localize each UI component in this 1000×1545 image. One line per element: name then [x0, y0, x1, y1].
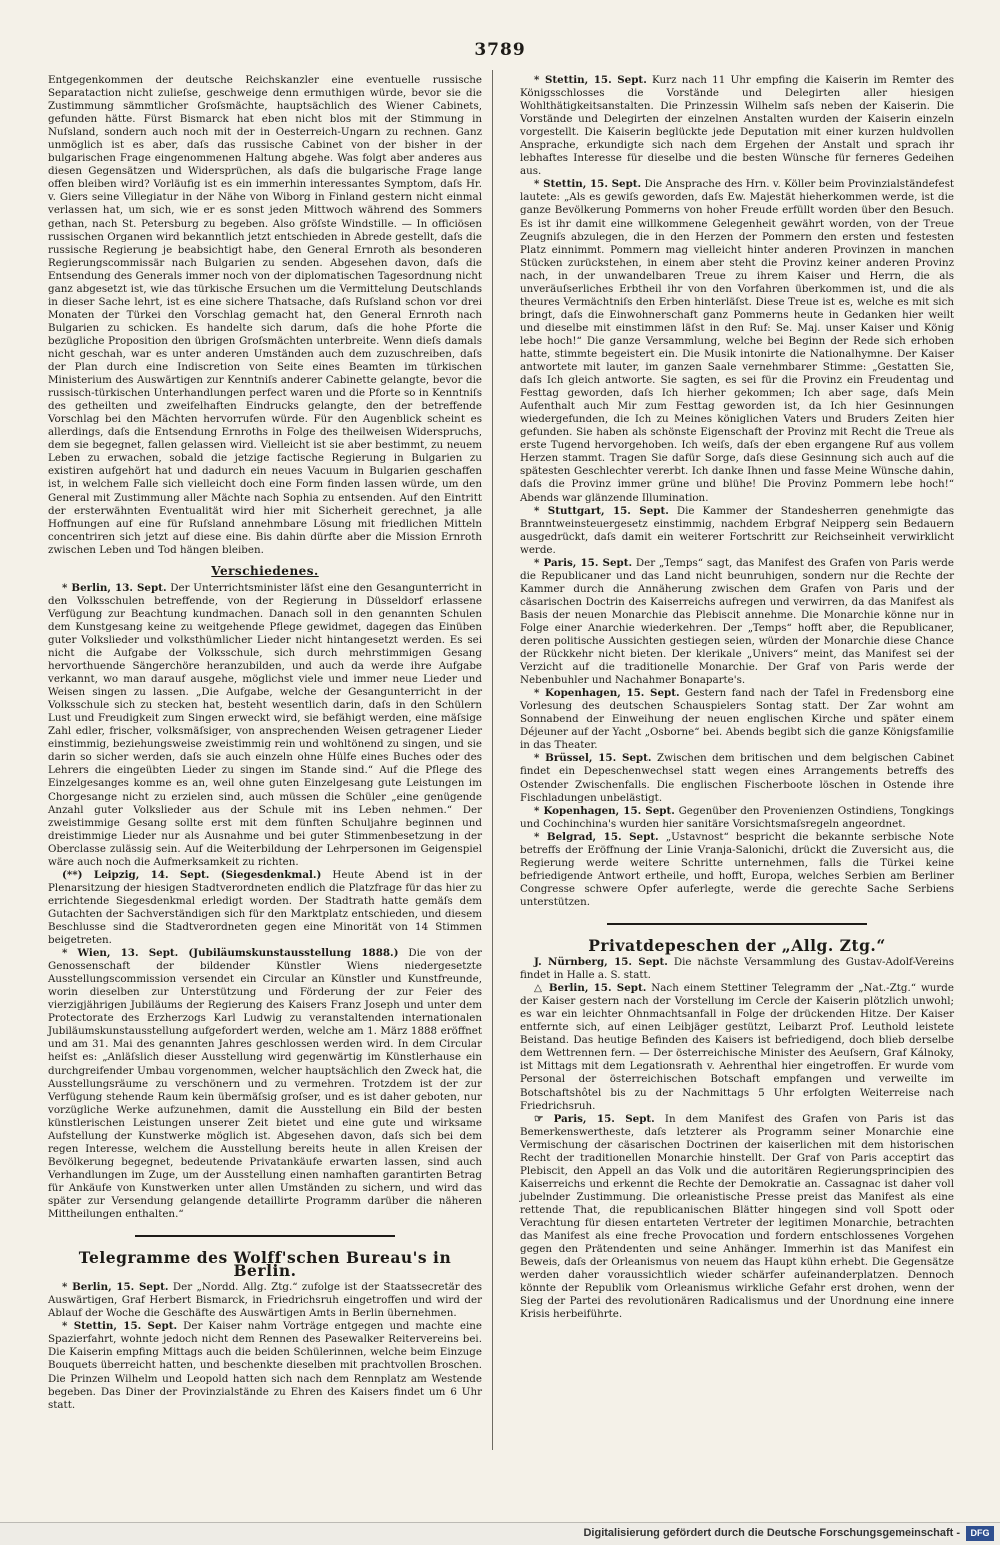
news-text: Der Kaiser nahm Vorträge entgegen und machte eine Spazierfahrt, wohnte jedoch nicht dem Rennen des Pasewalker Reitervereins bei. Die Kaiserin empfing Mittags auch die beiden Schülerinnen, welche beim Einzuge Bouquets überreicht hatten, und beschenkte dieselben mit prachtvollen Broschen. Die Prinzen Wilhelm und Leopold hatten sich nach dem Rennplatz am Westende begeben. Das Diner der Provinzialstände zu Ehren des Kaisers findet um 6 Uhr statt.	[48, 1320, 482, 1411]
news-text: Die von der Genossenschaft der bildender Künstler Wiens niedergesetzte Ausstellungscommission versendet ein Circular an Künstler und Kunstfreunde, worin dieselben zur Unterstützung und Förderung der zur Feier des vierzigjährigen Jubiläums der Regierung des Kaisers Franz Joseph und unter dem Protectorate des Erzherzogs Karl Ludwig zu veranstaltenden internationalen Jubiläumskunstausstellung aufgefordert werden, welche am 1. März 1888 eröffnet und am 31. Mai des genannten Jahres geschlossen werden wird. In dem Circular heiſst es: „Anläſslich dieser Ausstellung wird gegenwärtig im Künstlerhause ein durchgreifender Umbau vorgenommen, welcher hauptsächlich den Zweck hat, die Ausstellungsräume zu verschönern und zu vermehren. Trotzdem ist der zur Verfügung stehende Raum kein übermäſsig groſser, und es ist daher geboten, nur vorzügliche Werke aufzunehmen, damit die Ausstellung ein Bild der besten künstlerischen Leistungen unserer Zeit bietet und eine gute und wirksame Aufstellung der Kunstwerke möglich ist. Abgesehen davon, daſs sich bei dem regen Interesse, welchem die Ausstellung bereits heute in allen Kreisen der Bevölkerung begegnet, bedeutende Privatankäufe erwarten lassen, sind auch Verhandlungen im Zuge, um der Ausstellung einen namhaften garantirten Betrag für Ankäufe von Kunstwerken unter allen Umständen zu sichern, und wird das später zur Versendung gelangende detaillirte Programm darüber die näheren Mittheilungen enthalten.“	[48, 947, 482, 1221]
left-column	[48, 74, 482, 1412]
news-item-stettin-a	[48, 1320, 482, 1411]
section-heading-telegramme: Telegramme des Wolff'schen Bureau's in Berlin.	[78, 1248, 452, 1281]
news-text: Gestern fand nach der Tafel in Fredensborg eine Vorlesung des deutschen Schauspielers Sontag statt. Der Zar wohnt am Sonnabend der Einweihung der neuen englischen Kirche und später einem Déjeuner auf der Yacht „Osborne“ bei. Abends begibt sich die ganze Königsfamilie in das Theater.	[520, 687, 954, 752]
column-rule	[492, 70, 493, 1450]
news-text: Gegenüber den Provenienzen Ostindiens, Tongkings und Cochinchina's wurden hier sanitäre Vorsichtsmaſsregeln angeordnet.	[520, 804, 955, 830]
news-item-leipzig	[48, 869, 482, 947]
footer-bar	[0, 1522, 1000, 1545]
dateline: * Belgrad, 15. Sept.	[534, 830, 659, 843]
dateline: * Stettin, 15. Sept.	[534, 74, 647, 86]
news-text: Nach einem Stettiner Telegramm der „Nat.-Ztg.“ wurde der Kaiser gestern nach der Vorstellung im Cercle der Kaiserin plötzlich unwohl; es war ein leichter Ohnmachtsanfall in Folge der drückenden Hitze. Der Kaiser entfernte sich, auf einen Leibjäger gestützt, Leibarzt Prof. Leuthold leistete Beistand. Das heutige Befinden des Kaisers ist befriedigend, doch blieb derselbe dem Wettrennen fern. — Der österreichische Minister des Aeuſsern, Graf Kálnoky, ist Mittags mit dem Legationsrath v. Aehrenthal hier eingetroffen. Er wurde vom Personal der österreichischen Botschaft empfangen und verweilte im Botschaftshôtel bis zu der Nachmittags 5 Uhr erfolgten Weiterreise nach Friedrichsruh.	[520, 982, 954, 1112]
dateline: * Stettin, 15. Sept.	[534, 178, 642, 191]
news-text: „Ustavnost“ bespricht die bekannte serbische Note betreffs der Eröffnung der Linie Vranja-Salonichi, drückt die Zuversicht aus, die Regierung werde weitere Schritte unternehmen, falls die Türkei keine befriedigende Antwort ertheile, und hofft, Europa, welches Serbien am Berliner Congresse schwere Opfer auferlegte, werde die gerechte Sache Serbiens unterstützen.	[520, 830, 954, 908]
news-text: Die Kammer der Standesherren genehmigte das Branntweinsteuergesetz einstimmig, nachdem Erbgraf Neipperg sein Bedauern ausgedrückt, daſs damit ein weiterer Fortschritt zur Reichseinheit verwirklicht werde.	[520, 504, 954, 556]
article-paragraph: Entgegenkommen der deutsche Reichskanzler eine eventuelle russische Separataction nicht zulieſse, geschweige denn ermuthigen würde, bevor sie die Zustimmung sämmtlicher Groſsmächte, hauptsächlich des Wiener Cabinets, gefunden hätte. Fürst Bismarck hat eben nicht blos mit der Stimmung in Nuſsland, sondern auch noch mit der in Oesterreich-Ungarn zu rechnen. Ganz unmöglich ist es aber, daſs das russische Cabinet von der bisher in der bulgarischen Frage eingenommenen Haltung abgehe. Was folgt aber anderes aus diesen Gegensätzen und Widersprüchen, als daſs die bulgarische Frage lange offen bleiben wird? Vorläufig ist es ein immerhin interessantes Symptom, daſs Hr. v. Giers seine Villegiatur in der Nähe von Wiborg in Finland gestern nicht einmal verlassen hat, um sich, wie er es sonst jeden Mittwoch während des Sommers gethan, nach St. Petersburg zu begeben. Also gröſste Windstille. — In officiösen russischen Organen wird bekanntlich jetzt entschieden in Abrede gestellt, daſs die russische Regierung je beabsichtigt habe, den General Ernroth als besonderen Regierungscommissär nach Bulgarien zu senden. Abgesehen davon, daſs die Entsendung des Generals immer noch von der diplomatischen Tagesordnung nicht ganz abgesetzt ist, wie das türkische Ersuchen um die Vermittelung Deutschlands in dieser Sache lehrt, ist es eine sichere Thatsache, daſs Ruſsland schon vor drei Monaten der Türkei den Vorschlag gemacht hat, den General Ernroth nach Bulgarien zu schicken. Es handelte sich darum, daſs die hohe Pforte die bezügliche Proposition den übrigen Groſsmächten unterbreite. Wenn dieſs damals nicht geschah, war es unter anderen Umständen auch dem zuzuschreiben, daſs der Plan durch eine Indiscretion von Seite eines Beamten im türkischen Ministerium des Auswärtigen zur Kenntniſs anderer Cabinette gelangte, bevor die russisch-türkischen Unterhandlungen perfect waren und die Pforte so in Kenntniſs des getheilten und zweifelhaften Eindrucks gelangte, den der betreffende Vorschlag bei den Mächten hervorrufen würde. Für den Augenblick scheint es allerdings, daſs die Entsendung Ernroths in Folge des theilweisen Widerspruchs, dem sie begegnet, fallen gelassen wird. Vielleicht ist sie aber bestimmt, zu neuem Leben zu erwachen, sobald die jetzige factische Regierung in Bulgarien zu existiren aufgehört hat und dadurch ein neues Vacuum in Bulgarien geschaffen ist, in welchem Falle sich vielleicht doch eine Form finden lassen würde, um den General mit Zustimmung aller Mächte nach Sophia zu entsenden. Auf den Eintritt der ersterwähnten Eventualität wird hier mit Sicherheit gerechnet, ja alle Hoffnungen auf eine für Ruſsland annehmbare Lösung mit friedlichen Mitteln concentriren sich jetzt auf diese eine. Bis dahin dürfte aber die Mission Ernroth zwischen Leben und Tod hängen bleiben.	[48, 74, 482, 556]
news-item-bruessel	[520, 752, 954, 804]
news-item-belgrad	[520, 831, 954, 909]
dateline: * Berlin, 15. Sept.	[62, 1281, 169, 1294]
section-heading-verschiedenes: Verschiedenes.	[211, 563, 319, 578]
news-item-stettin-b	[520, 74, 954, 178]
news-item-kopenhagen-a	[520, 687, 954, 752]
dateline: * Berlin, 13. Sept.	[62, 581, 167, 594]
news-text: In dem Manifest des Grafen von Paris ist das Bemerkenswertheste, daſs letzterer als Programm seiner Monarchie eine Vermischung der cäsarischen Doctrinen der kaiserlichen mit dem historischen Recht der traditionellen Monarchie hinstellt. Der Graf von Paris acceptirt das Plebiscit, den Appell an das Volk und die autoritären Regierungsprincipien des Kaiserreichs und erkennt die Rechte der Demokratie an. Cassagnac ist daher voll jubelnder Zustimmung. Die orleanistische Presse preist das Manifest als eine rettende That, die republicanischen Blätter hingegen sind voll Spott oder Verachtung für diesen entarteten Vertreter der legitimen Monarchie, betrachten das Manifest als eine freche Provocation und fordern entschlossenes Vorgehen gegen den Prätendenten und seine Anhänger. Immerhin ist das Manifest ein Beweis, daſs der Orleanismus von neuem das Haupt kühn erhebt. Die Gegensätze werden daher voraussichtlich wieder schärfer aufeinanderplatzen. Dennoch könnte der Republik vom Orleanismus wirkliche Gefahr erst drohen, wenn der Sieg der Partei des revolutionären Radicalismus und der Unordnung eine innere Krisis herbeiführte.	[520, 1112, 954, 1321]
news-item-nuernberg	[520, 956, 954, 982]
dateline: J. Nürnberg, 15. Sept.	[534, 956, 668, 969]
page-number: 3789	[474, 40, 526, 60]
news-text: Der „Nordd. Allg. Ztg.“ zufolge ist der Staatssecretär des Auswärtigen, Graf Herbert Bismarck, in Friedrichsruh eingetroffen und wird der Ablauf der Woche die Geschäfte des Auswärtigen Amts in Berlin übernehmen.	[48, 1281, 483, 1320]
news-text: Der Unterrichtsminister läſst eine den Gesangunterricht in den Volksschulen betreffende, von der Regierung in Düsseldorf erlassene Verfügung zur Beachtung kundmachen. Danach soll in den genannten Schulen dem Kunstgesang keine zu weitgehende Pflege gewidmet, dagegen das Einüben guter Volkslieder und volksthümlicher Lieder nicht hintangesetzt werden. Es sei nicht die Aufgabe der Volksschule, sich durch mehrstimmigen Gesang hervorthuende Sängerchöre heranzubilden, und auch da werde ihre Aufgabe verkannt, wo man darauf ausgehe, möglichst viele und immer neue Lieder und Weisen singen zu lassen. „Die Aufgabe, welche der Gesangunterricht in der Volksschule sich zu stecken hat, besteht wesentlich darin, daſs in den Schülern Lust und Freudigkeit zum Singen erweckt wird, sie befähigt werden, eine mäſsige Zahl edler, frischer, volksmäſsiger, von ansprechenden Weisen getragener Lieder einstimmig, beziehungsweise zweistimmig rein und wohltönend zu singen, und sie darin so sicher werden, daſs sie auch einzeln ohne Hülfe eines Buches oder des Lehrers die eingeübten Lieder zu singen im Stande sind.“ Auf die Pflege des Einzelgesanges komme es an, weil ohne guten Einzelgesang gute Leistungen im Chorgesange nicht zu erzielen sind, auch müssen die Schüler „eine genügende Anzahl guter Volkslieder aus der Schule mit ins Leben nehmen.“ Der zweistimmige Gesang sollte erst mit dem fünften Schuljahre beginnen und dreistimmige Lieder nur als Ausnahme und bei guter Stimmenbesetzung in der Oberclasse zulässig sein. Auf die Weiterbildung der Lehrpersonen im Geigenspiel wäre auch noch die Aufmerksamkeit zu richten.	[48, 581, 482, 868]
news-item-paris-private	[520, 1113, 954, 1322]
dateline: * Kopenhagen, 15. Sept.	[534, 687, 680, 700]
dateline: * Stuttgart, 15. Sept.	[534, 504, 669, 517]
funding-notice: Digitalisierung gefördert durch die Deutsche Forschungsgemeinschaft -	[583, 1527, 960, 1539]
news-item-stuttgart	[520, 505, 954, 557]
news-item-berlin-15	[48, 1281, 482, 1320]
right-column	[520, 74, 954, 1321]
dateline: ☞ Paris, 15. Sept.	[534, 1112, 655, 1125]
dateline: * Wien, 13. Sept. (Jubiläumskunstausstellung 1888.)	[62, 947, 399, 960]
news-text: Heute Abend ist in der Plenarsitzung der hiesigen Stadtverordneten endlich die Platzfrage für das hier zu errichtende Siegesdenkmal erledigt worden. Der Stadtrath hatte gemäſs dem Gutachten der Sachverständigen sich für den Marktplatz entschieden, und diesem Beschlusse sind die Stadtverordneten gegen eine Minorität von 14 Stimmen beigetreten.	[48, 868, 482, 947]
dateline: (**) Leipzig, 14. Sept. (Siegesdenkmal.)	[62, 868, 322, 881]
news-item-wien	[48, 947, 482, 1221]
section-divider	[607, 923, 867, 925]
dateline: * Stettin, 15. Sept.	[62, 1320, 178, 1333]
dfg-logo-icon: DFG	[966, 1526, 994, 1541]
news-item-kopenhagen-b	[520, 805, 954, 831]
dateline: * Brüssel, 15. Sept.	[534, 752, 652, 765]
news-text: Die nächste Versammlung des Gustav-Adolf-Vereins findet in Halle a. S. statt.	[520, 956, 954, 982]
news-item-berlin-private	[520, 982, 954, 1112]
dateline: * Kopenhagen, 15. Sept.	[534, 804, 675, 817]
dateline: △ Berlin, 15. Sept.	[534, 982, 647, 995]
section-divider	[135, 1235, 395, 1237]
dateline: * Paris, 15. Sept.	[534, 556, 633, 569]
news-text: Der „Temps“ sagt, das Manifest des Grafen von Paris werde die Republicaner und das Land nicht beunruhigen, sondern nur die Rechte der Kammer durch die Annäherung zwischen dem Grafen von Paris und der cäsarischen Doctrin des Kaiserreichs aufregen und verwirren, da das Manifest als Basis der neuen Monarchie das Plebiscit annehme. Die Monarchie könne nur in Folge einer Anarchie wiederkehren. Der „Temps“ hofft aber, die Republicaner, deren politische Aussichten gestiegen seien, würden der Monarchie diese Chance der Rückkehr nicht bieten. Der klerikale „Univers“ meint, das Manifest sei der Verzicht auf die traditionelle Monarchie. Der Graf von Paris werde der Nebenbuhler und Nachahmer Bonaparte's.	[520, 556, 954, 687]
news-text: Kurz nach 11 Uhr empfing die Kaiserin im Remter des Königsschlosses die Vorstände und Delegirten aller hiesigen Wohlthätigkeitsanstalten. Die Prinzessin Wilhelm saſs neben der Kaiserin. Die Vorstände und Delegirten der einzelnen Anstalten wurden der Kaiserin einzeln vorgestellt. Die Kaiserin beglückte jede Deputation mit einer kurzen huldvollen Ansprache, erkundigte sich nach dem Ergehen der Anstalt und sprach ihr lebhaftes Interesse für dieselbe und die besten Wünsche für ferneres Gedeihen aus.	[520, 74, 954, 178]
news-item-stettin-c	[520, 178, 954, 504]
news-item-berlin-13	[48, 582, 482, 869]
news-text: Die Ansprache des Hrn. v. Köller beim Provinzialständefest lautete: „Als es gewiſs geworden, daſs Ew. Majestät hieherkommen werde, ist die ganze Bevölkerung Pommerns von hoher Freude erfüllt worden über den Besuch. Es ist ihr damit eine willkommene Gelegenheit gewährt worden, von der Treue Zeugniſs abzulegen, die in den Herzen der Pommern den ersten und festesten Platz einnimmt. Pommern mag vielleicht hinter anderen Provinzen in manchen Stücken zurückstehen, in einem aber steht die Provinz keiner anderen Provinz nach, in der unwandelbaren Treue zu ihrem Kaiser und Herrn, die als unveräuſserliches Erbtheil ihr von den Vorfahren überkommen ist, und die als theures Vermächtniſs den Erben hinterläſst. Diese Treue ist es, welche es mit sich bringt, daſs die Einwohnerschaft ganz Pommerns heute in Gedanken hier weilt und dieselbe mit einstimmen läſst in den Ruf: Se. Maj. unser Kaiser und König lebe hoch!“ Die ganze Versammlung, welche bei Beginn der Rede sich erhoben hatte, stimmte begeistert ein. Die Musik intonirte die Nationalhymne. Der Kaiser antwortete mit lauter, im ganzen Saale vernehmbarer Stimme: „Gestatten Sie, daſs Ich gleich antworte. Sie sagten, es sei für die Provinz ein Freudentag und Festtag geworden, daſs Ich hierher gekommen; Ich aber sage, daſs Mein Aufenthalt auch Mir zum Festtag geworden ist, da Ich hier Gesinnungen wiedergefunden, die Ich zu Meines königlichen Vaters und Bruders Zeiten hier gefunden. Sie haben als schönste Eigenschaft der Provinz mit Recht die Treue als erste Tugend hervorgehoben. Ich weiſs, daſs der eben ergangene Ruf aus vollem Herzen stammt. Tragen Sie dafür Sorge, daſs diese Gesinnung sich auch auf die spätesten Geschlechter vererbt. Ich danke Ihnen und fasse Meine Wünsche dahin, daſs die Provinz immer grüne und blühe! Die Provinz Pommern lebe hoch!“ Abends war glänzende Illumination.	[520, 178, 954, 504]
section-heading-privatdepeschen: Privatdepeschen der „Allg. Ztg.“	[588, 936, 886, 955]
news-item-paris-a	[520, 557, 954, 687]
news-text: Zwischen dem britischen und dem belgischen Cabinet findet ein Depeschenwechsel statt wegen eines Arrangements betreffs des Ostender Zwischenfalls. Die englischen Fischerboote löschen in Ostende ihre Fischladungen unbelästigt.	[520, 752, 955, 804]
